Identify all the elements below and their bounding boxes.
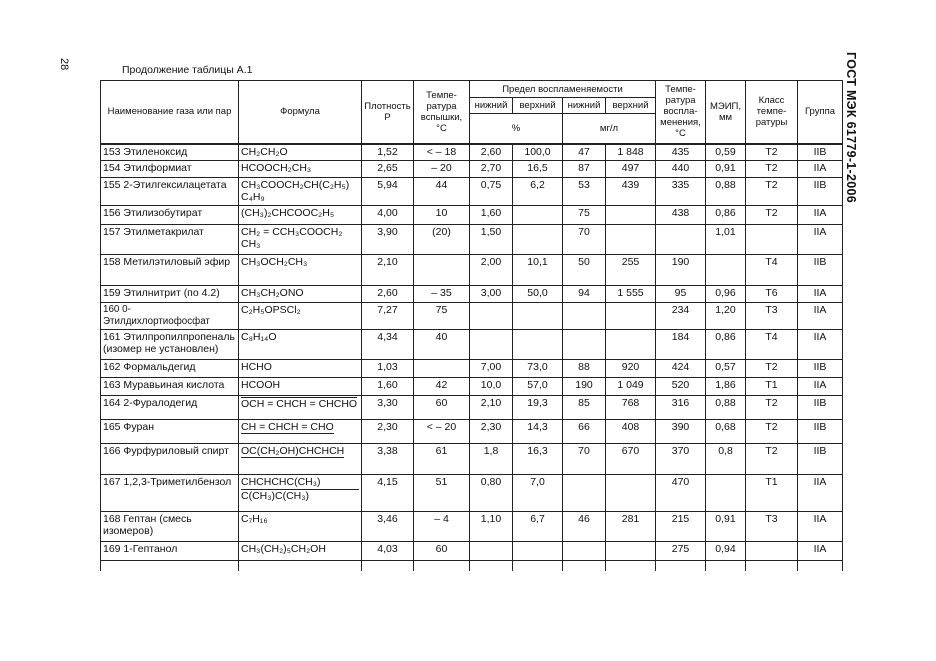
cell-upper-percent: 100,0 — [513, 144, 563, 161]
cell-group: IIA — [798, 542, 843, 561]
cell-formula: CH₃COOCH₂CH(C₂H₅) C₄H₉ — [239, 178, 362, 206]
cell-lower-mgl: 50 — [563, 255, 606, 286]
table-row — [101, 512, 843, 542]
cell-name: 156 Этилизобутират — [101, 206, 239, 225]
cell-upper-mgl — [606, 206, 656, 225]
cell-lower-percent: 1,8 — [470, 444, 513, 475]
cell-formula: CH₂CH₂O — [239, 144, 362, 161]
cell-tclass: T4 — [746, 330, 798, 360]
cell-lower-mgl: 70 — [563, 444, 606, 475]
header-upper-percent: верхний — [513, 98, 563, 114]
cell-upper-mgl — [606, 330, 656, 360]
cell-lower-percent: 1,10 — [470, 512, 513, 542]
cell-meip: 0,88 — [706, 178, 746, 206]
cell-lower-mgl — [563, 330, 606, 360]
table-row — [101, 144, 843, 161]
cell-tclass: T1 — [746, 475, 798, 512]
cell-name: 153 Этиленоксид — [101, 144, 239, 161]
cell-name: 158 Метилэтиловый эфир — [101, 255, 239, 286]
cell-density: 2,30 — [362, 420, 414, 444]
cell-upper-percent: 57,0 — [513, 378, 563, 396]
cell-upper-percent: 7,0 — [513, 475, 563, 512]
header-group: Группа — [798, 81, 843, 144]
cell-formula: HCOOH — [239, 378, 362, 396]
cell-meip: 0,94 — [706, 542, 746, 561]
cell-group: IIB — [798, 444, 843, 475]
table-caption: Продолжение таблицы А.1 — [122, 64, 253, 76]
cell-lower-percent: 7,00 — [470, 360, 513, 378]
cell-tclass — [746, 542, 798, 561]
cell-lower-percent: 2,00 — [470, 255, 513, 286]
cell-lower-mgl: 53 — [563, 178, 606, 206]
cell-lower-percent: 3,00 — [470, 286, 513, 303]
cell-meip: 0,96 — [706, 286, 746, 303]
header-density: Плотность P — [362, 81, 414, 144]
cell-group: IIA — [798, 303, 843, 330]
cell-group: IIA — [798, 475, 843, 512]
cell-lower-mgl: 94 — [563, 286, 606, 303]
cell-lower-percent — [470, 330, 513, 360]
cell-tclass: T2 — [746, 178, 798, 206]
cell-density: 4,03 — [362, 542, 414, 561]
cell-group: IIA — [798, 161, 843, 178]
cell-ignition: 470 — [656, 475, 706, 512]
cell-meip: 1,86 — [706, 378, 746, 396]
cell-group: IIB — [798, 396, 843, 420]
cell-density: 3,46 — [362, 512, 414, 542]
cell-upper-percent: 6,7 — [513, 512, 563, 542]
cell-meip: 0,91 — [706, 161, 746, 178]
cell-name: 168 Гептан (смесь изомеров) — [101, 512, 239, 542]
cell-ignition: 215 — [656, 512, 706, 542]
cell-flash: < – 20 — [414, 420, 470, 444]
cell-ignition: 435 — [656, 144, 706, 161]
cell-density: 3,30 — [362, 396, 414, 420]
table-row — [101, 161, 843, 178]
cell-tclass: T2 — [746, 206, 798, 225]
cell-formula: OC(CH₂OH)CHCHCH — [241, 445, 345, 457]
cell-upper-percent: 16,3 — [513, 444, 563, 475]
header-tclass: Класс темпе-ратуры — [746, 81, 798, 144]
header-upper-mgl: верхний — [606, 98, 656, 114]
cell-meip: 0,86 — [706, 330, 746, 360]
cell-name: 167 1,2,3-Триметилбензол — [101, 475, 239, 512]
cell-lower-percent: 0,75 — [470, 178, 513, 206]
cell-lower-mgl: 190 — [563, 378, 606, 396]
cell-ignition: 335 — [656, 178, 706, 206]
cell-formula: HCOOCH₂CH₃ — [239, 161, 362, 178]
standard-id: ГОСТ МЭК 61779-1-2006 — [844, 52, 858, 204]
cell-flash: 61 — [414, 444, 470, 475]
cell-density: 1,60 — [362, 378, 414, 396]
cell-name: 154 Этилформиат — [101, 161, 239, 178]
cell-density: 2,60 — [362, 286, 414, 303]
cell-upper-mgl: 439 — [606, 178, 656, 206]
cell-upper-percent — [513, 542, 563, 561]
cell-name: 160 0-Этилдихлортиофосфат — [101, 303, 239, 330]
cell-tclass: T6 — [746, 286, 798, 303]
cell-lower-percent — [470, 542, 513, 561]
cell-lower-percent: 1,50 — [470, 225, 513, 255]
cell-lower-percent — [470, 303, 513, 330]
cell-group: IIA — [798, 330, 843, 360]
table-row — [101, 206, 843, 225]
cell-upper-percent — [513, 225, 563, 255]
cell-tclass: T3 — [746, 512, 798, 542]
cell-group: IIB — [798, 420, 843, 444]
cell-upper-percent — [513, 303, 563, 330]
cell-name: 161 Этилпропилпропеналь (изомер не установлен) — [101, 330, 239, 360]
cell-group: IIB — [798, 144, 843, 161]
cell-tclass: T4 — [746, 255, 798, 286]
cell-formula: CH₂ = CCH₃COOCH₂ CH₃ — [239, 225, 362, 255]
cell-lower-mgl: 85 — [563, 396, 606, 420]
cell-upper-mgl — [606, 542, 656, 561]
cell-group: IIA — [798, 206, 843, 225]
table-row — [101, 378, 843, 396]
cell-tclass: T2 — [746, 144, 798, 161]
page-number: 28 — [58, 58, 70, 71]
header-ignition: Темпе-ратура воспла-менения, °С — [656, 81, 706, 144]
cell-formula: CH = CHCH = CHO — [241, 421, 334, 433]
cell-tclass: T1 — [746, 378, 798, 396]
cell-density: 3,38 — [362, 444, 414, 475]
cell-group: IIA — [798, 225, 843, 255]
cell-group: IIA — [798, 512, 843, 542]
cell-tclass: T2 — [746, 161, 798, 178]
cell-density: 4,00 — [362, 206, 414, 225]
cell-tclass: T2 — [746, 360, 798, 378]
data-table — [100, 80, 843, 571]
cell-meip: 1,20 — [706, 303, 746, 330]
cell-lower-percent: 2,10 — [470, 396, 513, 420]
table-row — [101, 286, 843, 303]
cell-upper-mgl: 768 — [606, 396, 656, 420]
cell-lower-mgl: 66 — [563, 420, 606, 444]
cell-formula: CH₃CH₂ONO — [239, 286, 362, 303]
cell-name: 164 2-Фуралодегид — [101, 396, 239, 420]
cell-group: IIB — [798, 360, 843, 378]
table-row — [101, 475, 843, 512]
header-lower-percent: нижний — [470, 98, 513, 114]
header-flash: Темпе-ратура вспышки, °С — [414, 81, 470, 144]
cell-meip: 1,01 — [706, 225, 746, 255]
cell-formula: C₂H₅OPSCl₂ — [239, 303, 362, 330]
cell-tclass: T2 — [746, 420, 798, 444]
table-row — [101, 420, 843, 444]
cell-upper-mgl — [606, 303, 656, 330]
cell-upper-mgl: 670 — [606, 444, 656, 475]
cell-meip: 0,86 — [706, 206, 746, 225]
cell-ignition: 316 — [656, 396, 706, 420]
header-mgl: мг/л — [563, 114, 656, 144]
cell-upper-percent: 14,3 — [513, 420, 563, 444]
cell-group: IIB — [798, 255, 843, 286]
cell-meip — [706, 255, 746, 286]
cell-density: 4,34 — [362, 330, 414, 360]
cell-lower-percent: 10,0 — [470, 378, 513, 396]
header-meip: МЭИП, мм — [706, 81, 746, 144]
cell-lower-mgl — [563, 303, 606, 330]
cell-upper-percent: 19,3 — [513, 396, 563, 420]
cell-name: 157 Этилметакрилат — [101, 225, 239, 255]
cell-ignition: 370 — [656, 444, 706, 475]
header-formula: Формула — [239, 81, 362, 144]
cell-density: 2,10 — [362, 255, 414, 286]
cell-upper-mgl: 1 049 — [606, 378, 656, 396]
cell-flash: 10 — [414, 206, 470, 225]
header-lower-mgl: нижний — [563, 98, 606, 114]
cell-meip — [706, 475, 746, 512]
formula-bottom: C(CH₃)C(CH₃) — [241, 490, 310, 502]
cell-formula: C₇H₁₆ — [239, 512, 362, 542]
cell-name: 166 Фурфуриловый спирт — [101, 444, 239, 475]
table-row — [101, 330, 843, 360]
cell-ignition — [656, 225, 706, 255]
cell-formula: HCHO — [239, 360, 362, 378]
cell-flash: < – 18 — [414, 144, 470, 161]
table-row — [101, 542, 843, 561]
cell-flash: 75 — [414, 303, 470, 330]
cell-formula — [241, 476, 359, 502]
cell-lower-mgl: 47 — [563, 144, 606, 161]
cell-lower-mgl: 70 — [563, 225, 606, 255]
cell-group: IIA — [798, 286, 843, 303]
cell-density: 5,94 — [362, 178, 414, 206]
cell-flash — [414, 360, 470, 378]
formula-top: CHCHCHC(CH₃) — [241, 476, 359, 490]
cell-ignition: 190 — [656, 255, 706, 286]
cell-upper-mgl: 920 — [606, 360, 656, 378]
cell-upper-mgl: 497 — [606, 161, 656, 178]
cell-lower-percent: 2,60 — [470, 144, 513, 161]
cell-ignition: 275 — [656, 542, 706, 561]
cell-ignition: 390 — [656, 420, 706, 444]
cell-meip: 0,57 — [706, 360, 746, 378]
cell-formula: (CH₃)₂CHCOOC₂H₅ — [239, 206, 362, 225]
cell-name: 163 Муравьиная кислота — [101, 378, 239, 396]
table-row — [101, 360, 843, 378]
cell-flash: 42 — [414, 378, 470, 396]
cell-flash: (20) — [414, 225, 470, 255]
cell-upper-mgl: 408 — [606, 420, 656, 444]
cell-meip: 0,68 — [706, 420, 746, 444]
cell-lower-mgl: 88 — [563, 360, 606, 378]
cell-upper-percent: 6,2 — [513, 178, 563, 206]
cell-flash: – 20 — [414, 161, 470, 178]
cell-ignition: 234 — [656, 303, 706, 330]
cell-upper-percent — [513, 330, 563, 360]
cell-group: IIB — [798, 178, 843, 206]
cell-lower-mgl: 75 — [563, 206, 606, 225]
cell-upper-percent — [513, 206, 563, 225]
cell-formula: CH₃OCH₂CH₃ — [239, 255, 362, 286]
cell-upper-percent: 10,1 — [513, 255, 563, 286]
cell-density: 3,90 — [362, 225, 414, 255]
header-limits: Предел воспламеняемости — [470, 81, 656, 98]
cell-flash: – 4 — [414, 512, 470, 542]
cell-upper-percent: 50,0 — [513, 286, 563, 303]
cell-tclass: T3 — [746, 303, 798, 330]
cell-density: 1,52 — [362, 144, 414, 161]
cell-flash — [414, 255, 470, 286]
cell-density: 2,65 — [362, 161, 414, 178]
cell-ignition: 184 — [656, 330, 706, 360]
cell-meip: 0,91 — [706, 512, 746, 542]
cell-name: 169 1-Гептанол — [101, 542, 239, 561]
cell-name: 162 Формальдегид — [101, 360, 239, 378]
cell-density: 1,03 — [362, 360, 414, 378]
cell-name: 159 Этилнитрит (по 4.2) — [101, 286, 239, 303]
cell-lower-percent: 1,60 — [470, 206, 513, 225]
cell-flash: 60 — [414, 396, 470, 420]
table-row — [101, 444, 843, 475]
cell-upper-percent: 73,0 — [513, 360, 563, 378]
cell-lower-mgl — [563, 542, 606, 561]
cell-upper-percent: 16,5 — [513, 161, 563, 178]
cell-flash: 60 — [414, 542, 470, 561]
cell-lower-percent: 0,80 — [470, 475, 513, 512]
cell-upper-mgl — [606, 225, 656, 255]
cell-tclass: T2 — [746, 444, 798, 475]
cell-density: 4,15 — [362, 475, 414, 512]
cell-flash: – 35 — [414, 286, 470, 303]
cell-name: 155 2-Этилгексилацетата — [101, 178, 239, 206]
cell-upper-mgl: 1 848 — [606, 144, 656, 161]
cell-lower-mgl: 87 — [563, 161, 606, 178]
cell-upper-mgl: 281 — [606, 512, 656, 542]
table-row — [101, 396, 843, 420]
cell-name: 165 Фуран — [101, 420, 239, 444]
cell-upper-mgl — [606, 475, 656, 512]
cell-group: IIA — [798, 378, 843, 396]
header-percent: % — [470, 114, 563, 144]
cell-flash: 40 — [414, 330, 470, 360]
cell-flash: 51 — [414, 475, 470, 512]
cell-upper-mgl: 1 555 — [606, 286, 656, 303]
cell-formula: C₈H₁₄O — [239, 330, 362, 360]
cell-ignition: 438 — [656, 206, 706, 225]
cell-meip: 0,59 — [706, 144, 746, 161]
table-row — [101, 225, 843, 255]
cell-tclass: T2 — [746, 396, 798, 420]
cell-ignition: 520 — [656, 378, 706, 396]
table-row — [101, 178, 843, 206]
cell-ignition: 424 — [656, 360, 706, 378]
cell-meip: 0,8 — [706, 444, 746, 475]
cell-formula: CH₃(CH₂)₅CH₂OH — [239, 542, 362, 561]
cell-lower-mgl — [563, 475, 606, 512]
cell-meip: 0,88 — [706, 396, 746, 420]
header-name: Наименование газа или пар — [101, 81, 239, 144]
table-tail — [101, 561, 843, 572]
cell-ignition: 440 — [656, 161, 706, 178]
cell-density: 7,27 — [362, 303, 414, 330]
table-row — [101, 255, 843, 286]
cell-formula: OCH = CHCH = CHCHO — [241, 398, 358, 410]
cell-upper-mgl: 255 — [606, 255, 656, 286]
cell-lower-percent: 2,30 — [470, 420, 513, 444]
cell-lower-mgl: 46 — [563, 512, 606, 542]
cell-flash: 44 — [414, 178, 470, 206]
cell-lower-percent: 2,70 — [470, 161, 513, 178]
cell-ignition: 95 — [656, 286, 706, 303]
cell-tclass — [746, 225, 798, 255]
table-row — [101, 303, 843, 330]
